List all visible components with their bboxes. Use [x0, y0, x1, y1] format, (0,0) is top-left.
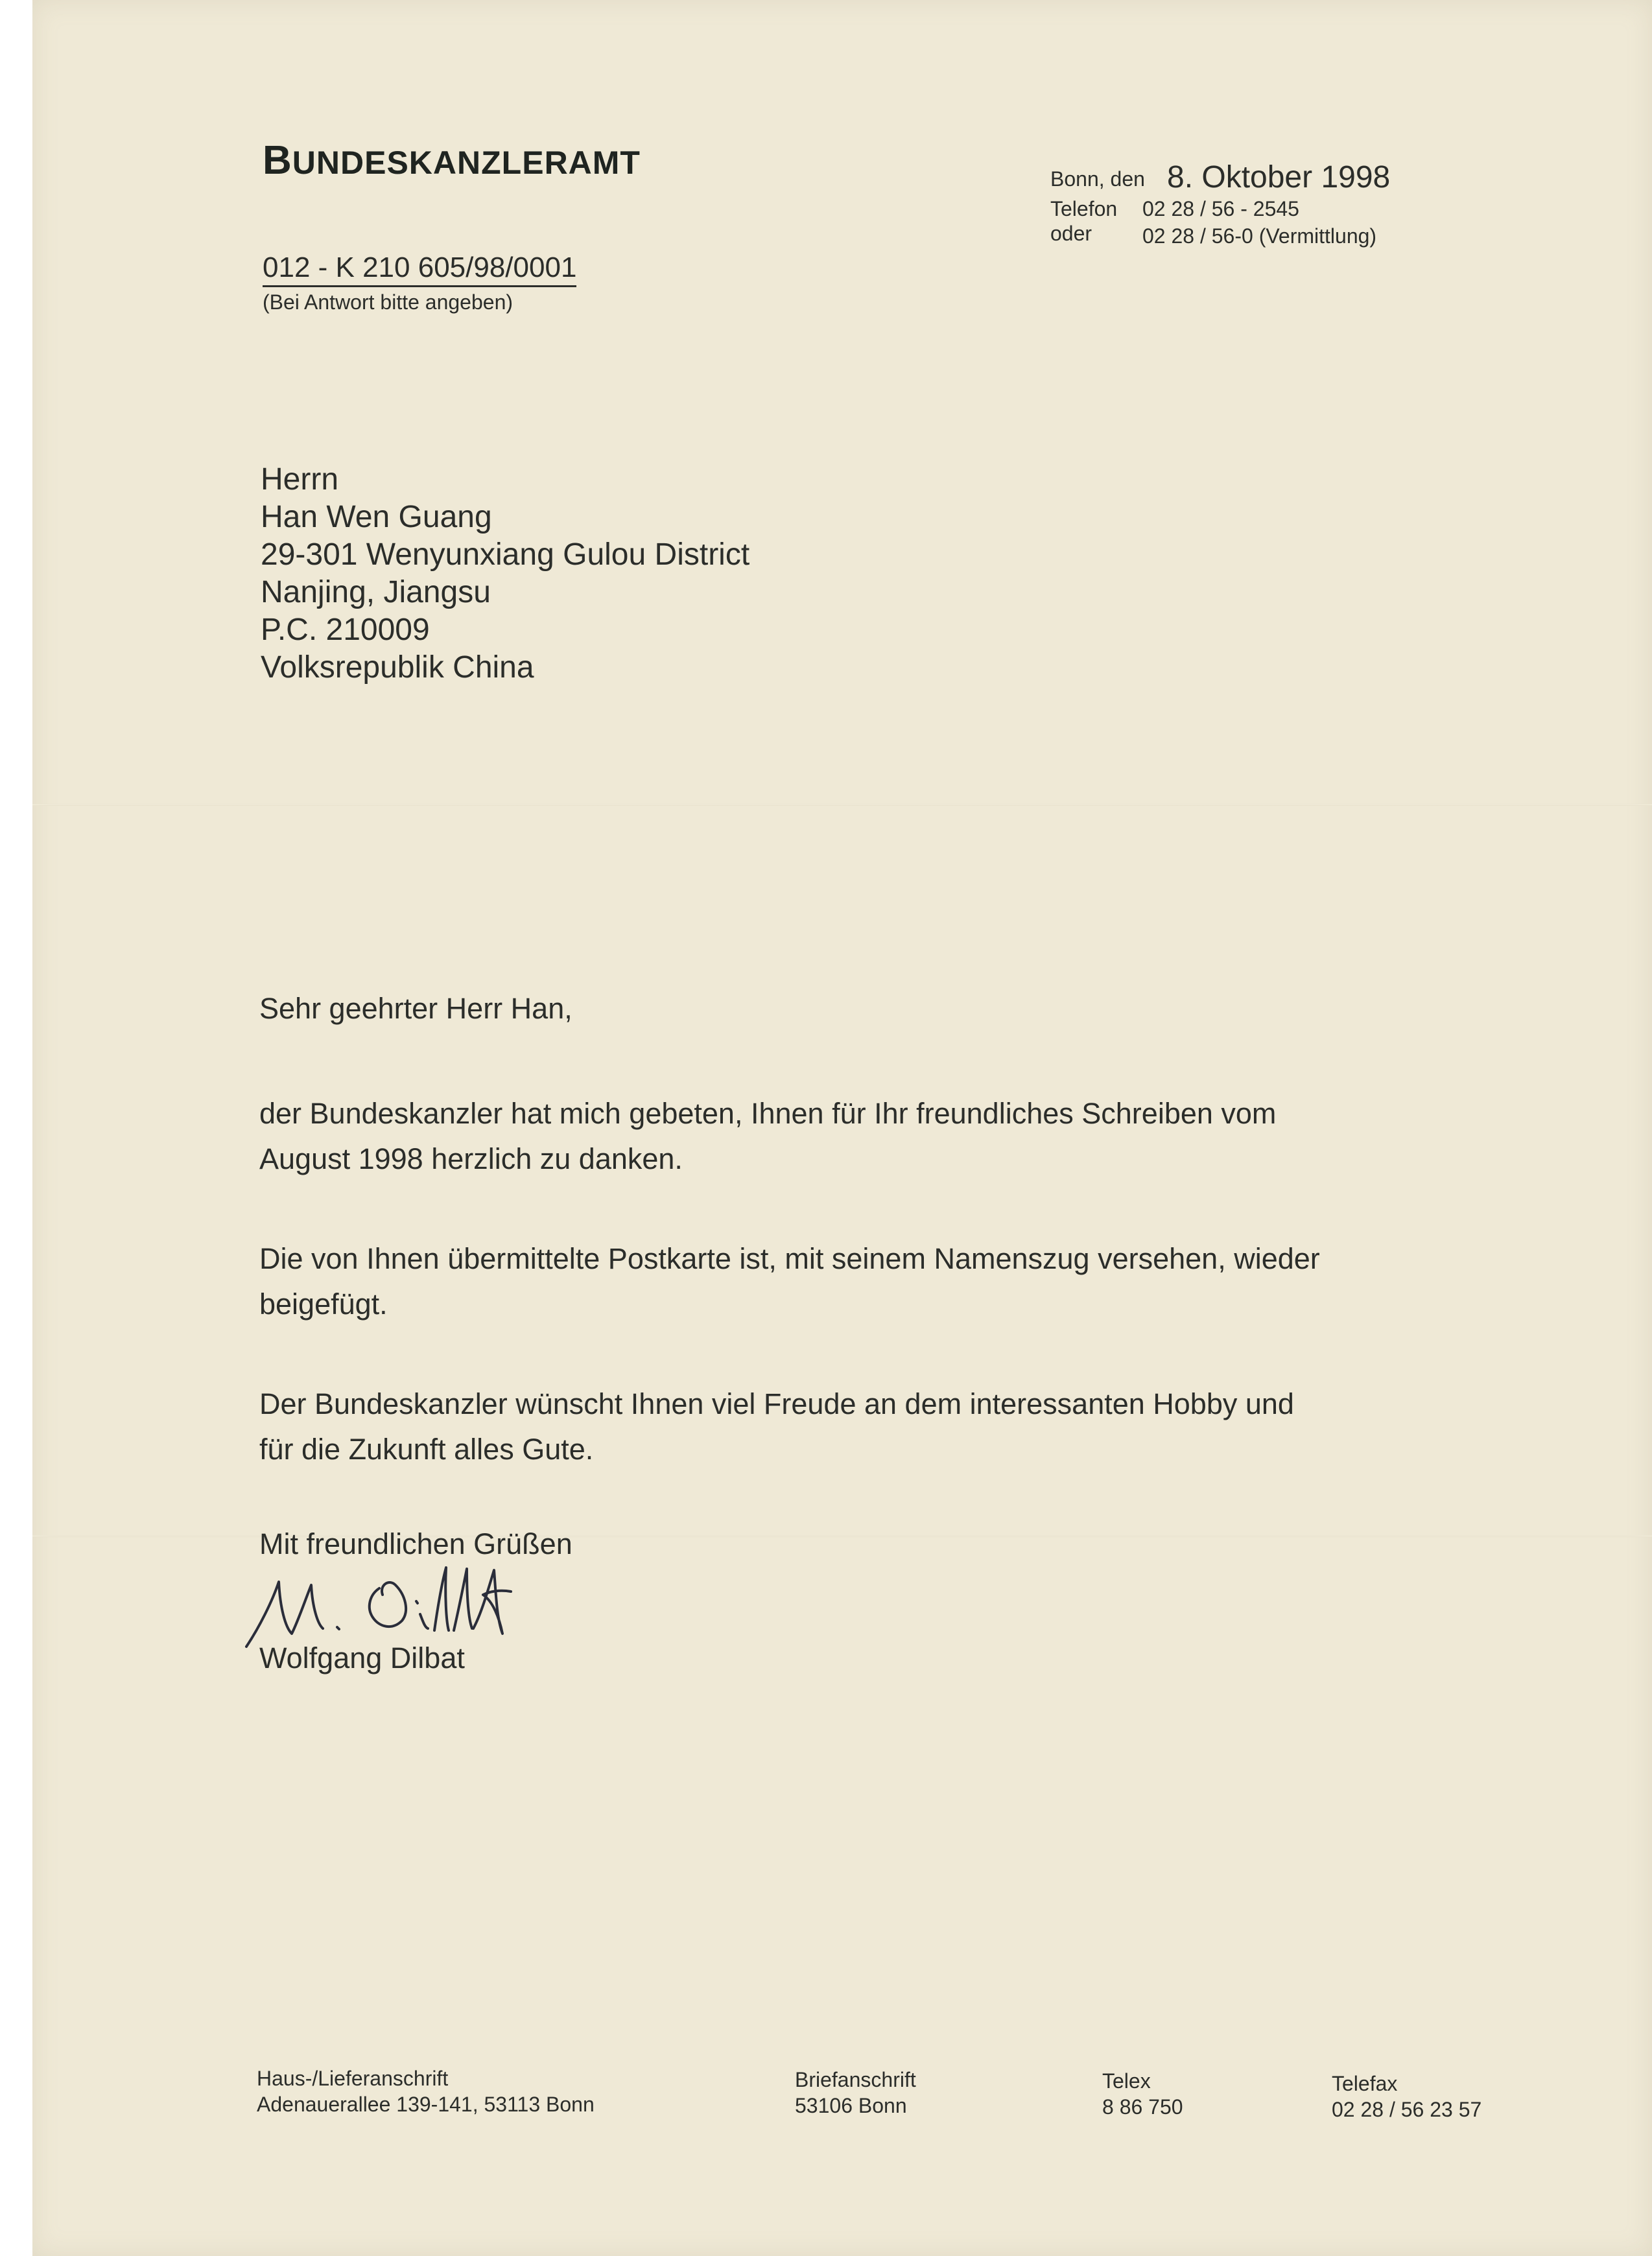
recipient-line: Nanjing, Jiangsu	[261, 575, 491, 609]
salutation: Sehr geehrter Herr Han,	[259, 992, 572, 1025]
paragraph-line: Der Bundeskanzler wünscht Ihnen viel Freude an dem interessanten Hobby und	[259, 1387, 1294, 1420]
closing: Mit freundlichen Grüßen	[259, 1527, 572, 1560]
footer-fax-value: 02 28 / 56 23 57	[1332, 2098, 1482, 2121]
paragraph-line: für die Zukunft alles Gute.	[259, 1433, 594, 1466]
recipient-line: Herrn	[261, 462, 339, 497]
recipient-line: P.C. 210009	[261, 613, 430, 647]
footer-telex-value: 8 86 750	[1102, 2095, 1183, 2119]
paragraph-line: August 1998 herzlich zu danken.	[259, 1142, 683, 1175]
recipient-line: Han Wen Guang	[261, 500, 492, 534]
footer-address-value: Adenauerallee 139-141, 53113 Bonn	[257, 2093, 595, 2116]
letterhead-title: BUNDESKANZLERAMT	[263, 138, 641, 183]
footer-address-label: Haus-/Lieferanschrift	[257, 2067, 449, 2090]
phone-label: Telefon	[1050, 197, 1118, 220]
signatory-name: Wolfgang Dilbat	[259, 1641, 465, 1674]
fold-line-upper	[32, 804, 1652, 806]
recipient-line: 29-301 Wenyunxiang Gulou District	[261, 537, 750, 572]
date-value: 8. Oktober 1998	[1167, 160, 1391, 194]
paragraph-line: Die von Ihnen übermittelte Postkarte ist, mit seinem Namenszug versehen, wieder	[259, 1242, 1320, 1275]
footer-telex-label: Telex	[1102, 2069, 1151, 2093]
footer-mail-value: 53106 Bonn	[795, 2094, 907, 2117]
phone-value: 02 28 / 56 - 2545	[1142, 197, 1299, 220]
date-label: Bonn, den	[1050, 167, 1145, 191]
footer-fax-label: Telefax	[1332, 2072, 1398, 2095]
paragraph-line: der Bundeskanzler hat mich gebeten, Ihnen für Ihr freundliches Schreiben vom	[259, 1097, 1277, 1130]
reference-note: (Bei Antwort bitte angeben)	[263, 290, 513, 314]
recipient-line: Volksrepublik China	[261, 650, 534, 685]
alt-phone-value: 02 28 / 56-0 (Vermittlung)	[1142, 224, 1377, 248]
reference-number: 012 - K 210 605/98/0001	[263, 252, 576, 287]
footer-mail-label: Briefanschrift	[795, 2068, 916, 2091]
alt-phone-label: oder	[1050, 222, 1092, 245]
paragraph-line: beigefügt.	[259, 1287, 388, 1321]
